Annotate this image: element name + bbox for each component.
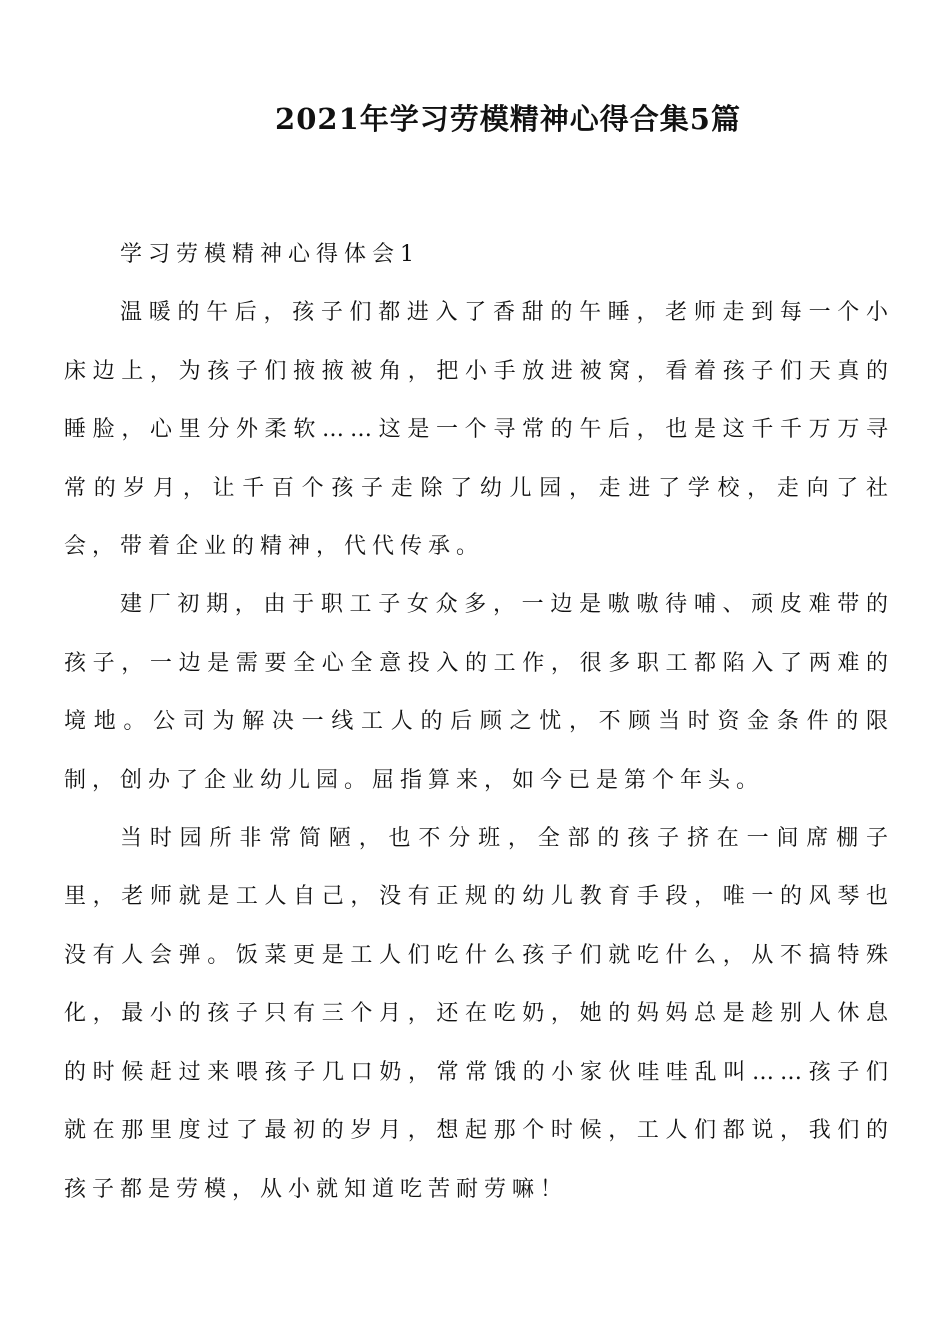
document-body <box>64 226 894 1219</box>
paragraph: 建厂初期，由于职工子女众多，一边是嗷嗷待哺、顽皮难带的孩子，一边是需要全心全意投入的工作，很多职工都陷入了两难的境地。公司为解决一线工人的后顾之忧，不顾当时资金条件的限制，创办了企业幼儿园。屈指算来，如今已是第个年头。 <box>64 592 894 793</box>
document-title: 2021年学习劳模精神心得合集5篇 <box>275 102 741 136</box>
paragraph: 温暖的午后，孩子们都进入了香甜的午睡，老师走到每一个小床边上，为孩子们掖掖被角，把小手放进被窝，看着孩子们天真的睡脸，心里分外柔软……这是一个寻常的午后，也是这千千万万寻常的岁月，让千百个孩子走除了幼儿园，走进了学校，走向了社会，带着企业的精神，代代传承。 <box>64 300 894 560</box>
paragraph: 当时园所非常简陋，也不分班，全部的孩子挤在一间席棚子里，老师就是工人自己，没有正规的幼儿教育手段，唯一的风琴也没有人会弹。饭菜更是工人们吃什么孩子们就吃什么，从不搞特殊化，最小的孩子只有三个月，还在吃奶，她的妈妈总是趁别人休息的时候赶过来喂孩子几口奶，常常饿的小家伙哇哇乱叫……孩子们就在那里度过了最初的岁月，想起那个时候，工人们都说，我们的孩子都是劳模，从小就知道吃苦耐劳嘛！ <box>64 826 894 1202</box>
section-heading: 学习劳模精神心得体会1 <box>120 242 420 267</box>
